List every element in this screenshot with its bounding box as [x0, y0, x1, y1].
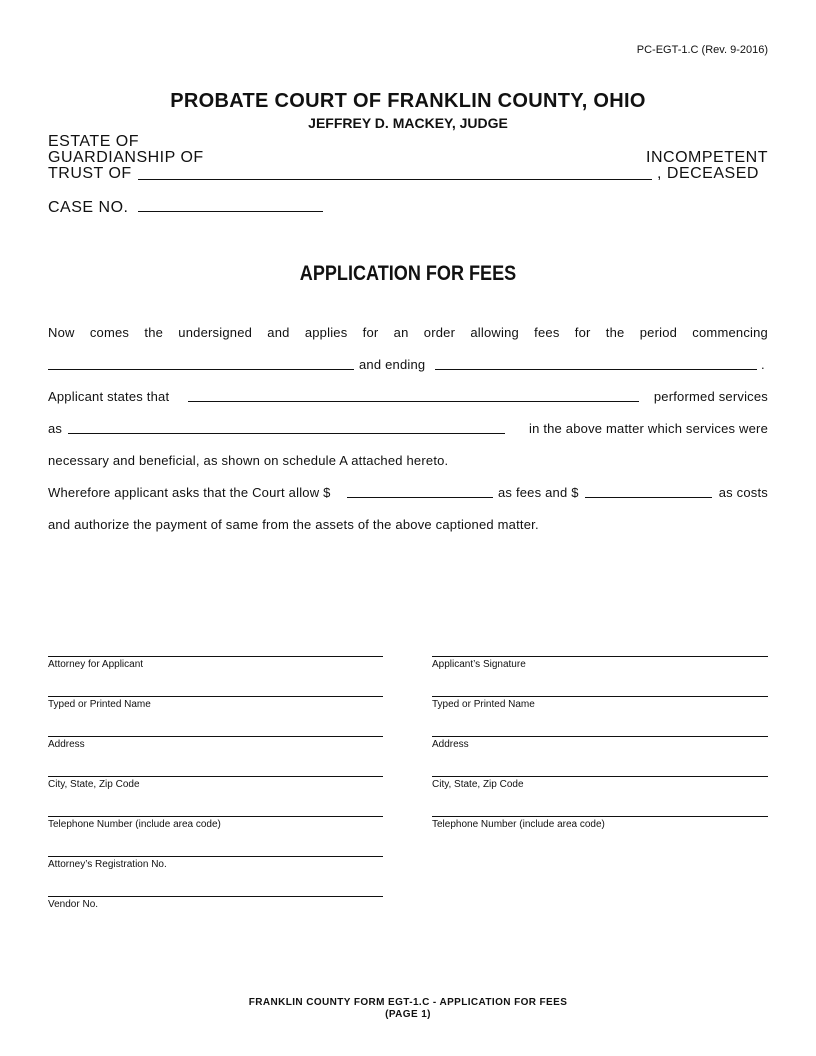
guardianship-of-label: GUARDIANSHIP OF [48, 149, 204, 166]
fees-amount-field[interactable] [347, 497, 493, 498]
attorney-city-label: City, State, Zip Code [48, 779, 140, 790]
performed-services-label: performed services [653, 389, 768, 404]
attorney-phone-label: Telephone Number (include area code) [48, 819, 221, 830]
attorney-city-field[interactable] [48, 776, 383, 777]
case-no-label: CASE NO. [48, 199, 129, 216]
attorney-phone-field[interactable] [48, 816, 383, 817]
necessary-line: necessary and beneficial, as shown on schedule A attached hereto. [48, 453, 449, 468]
footer-page-number: (PAGE 1) [385, 1009, 431, 1020]
court-name: PROBATE COURT OF FRANKLIN COUNTY, OHIO [170, 90, 646, 112]
incompetent-label: INCOMPETENT [646, 149, 768, 166]
as-costs-label: as costs [718, 485, 768, 500]
trust-of-label: TRUST OF [48, 165, 132, 182]
capacity-field[interactable] [68, 433, 505, 434]
applicant-phone-field[interactable] [432, 816, 768, 817]
applicant-city-field[interactable] [432, 776, 768, 777]
above-matter-label: in the above matter which services were [528, 421, 768, 436]
estate-of-label: ESTATE OF [48, 133, 140, 150]
applicant-states-label: Applicant states that [48, 389, 170, 404]
costs-amount-field[interactable] [585, 497, 712, 498]
form-title: APPLICATION FOR FEES [299, 262, 517, 285]
as-fees-and-label: as fees and $ [498, 485, 579, 500]
period-end-field[interactable] [435, 369, 757, 370]
attorney-for-applicant-label: Attorney for Applicant [48, 659, 144, 670]
authorize-line: and authorize the payment of same from the assets of the above captioned matter. [48, 517, 539, 532]
judge-name: JEFFREY D. MACKEY, JUDGE [308, 115, 508, 131]
form-code: PC-EGT-1.C (Rev. 9-2016) [636, 44, 768, 56]
period-start-field[interactable] [48, 369, 354, 370]
attorney-registration-field[interactable] [48, 856, 383, 857]
applicant-city-label: City, State, Zip Code [432, 779, 524, 790]
applicant-phone-label: Telephone Number (include area code) [432, 819, 605, 830]
applicant-name-field[interactable] [188, 401, 639, 402]
period-dot: . [761, 357, 765, 372]
applicant-signature-label: Applicant’s Signature [432, 659, 526, 670]
body-line-commencing: Now comes the undersigned and applies for an order allowing fees for the period commencing [48, 325, 768, 340]
applicant-signature-field[interactable] [432, 656, 768, 657]
deceased-label: , DECEASED [657, 165, 759, 182]
applicant-address-field[interactable] [432, 736, 768, 737]
attorney-signature-field[interactable] [48, 656, 383, 657]
attorney-address-field[interactable] [48, 736, 383, 737]
caption-name-field[interactable] [138, 179, 652, 180]
as-label: as [48, 421, 63, 436]
wherefore-label: Wherefore applicant asks that the Court allow $ [48, 485, 331, 500]
applicant-name-sig-field[interactable] [432, 696, 768, 697]
attorney-address-label: Address [48, 739, 85, 750]
applicant-address-label: Address [432, 739, 469, 750]
vendor-no-label: Vendor No. [48, 899, 99, 910]
attorney-name-field[interactable] [48, 696, 383, 697]
attorney-registration-label: Attorney’s Registration No. [48, 859, 167, 870]
footer-form-title: FRANKLIN COUNTY FORM EGT-1.C - APPLICATION FOR FEES [248, 997, 568, 1008]
and-ending-label: and ending [359, 357, 426, 372]
applicant-name-label: Typed or Printed Name [432, 699, 535, 710]
page-footer [0, 997, 816, 1021]
vendor-no-field[interactable] [48, 896, 383, 897]
case-no-field[interactable] [138, 211, 323, 212]
attorney-name-label: Typed or Printed Name [48, 699, 151, 710]
